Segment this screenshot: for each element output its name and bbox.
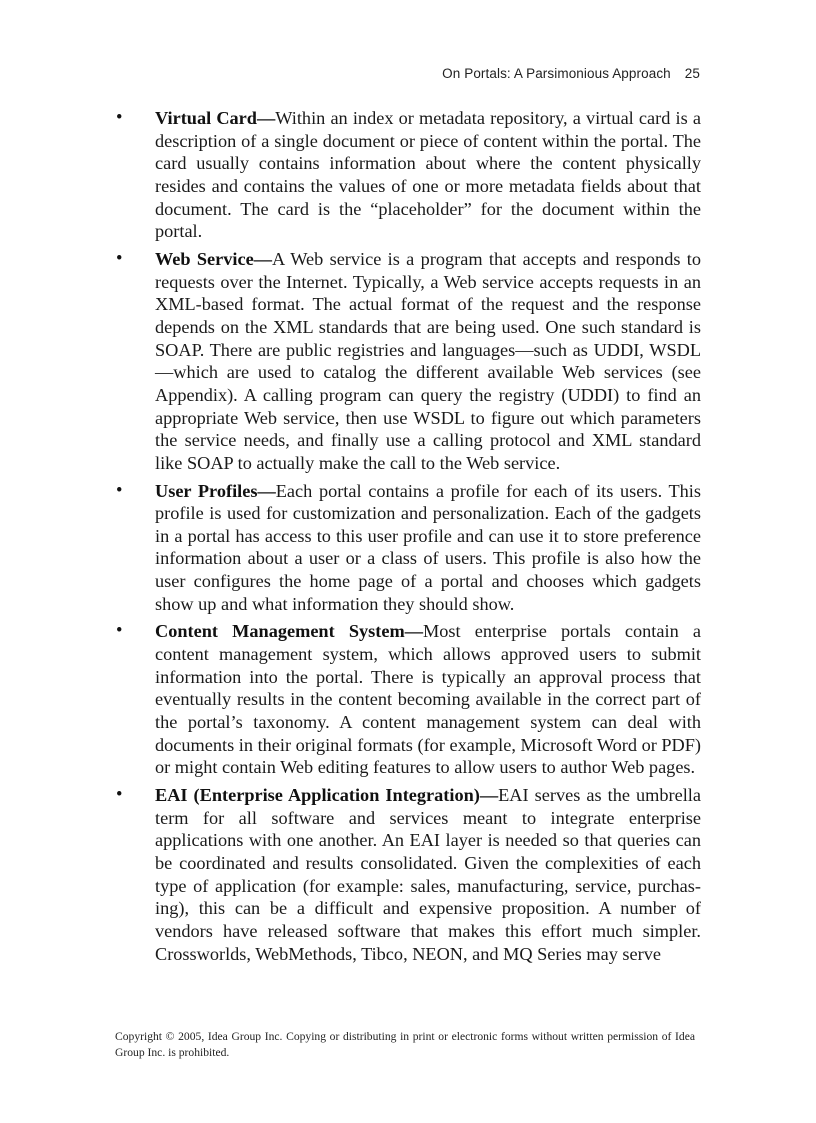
running-header	[442, 66, 700, 81]
page-number: 25	[684, 66, 700, 81]
bullet-icon: •	[116, 248, 123, 269]
bullet-icon: •	[116, 108, 123, 128]
item-term: User Profiles—	[155, 480, 276, 501]
bullet-icon: •	[116, 480, 123, 501]
running-title: On Portals: A Parsimonious Approach	[442, 66, 671, 81]
list-item-virtual-card	[0, 107, 816, 243]
item-body: Within an index or metadata repository, a virtual card is a description of a single document or piece of content within the portal. The card usually contains information about where the content physically resides and contains the values of one or more metadata fields about that document. The card is the “placeholder” for the document within the portal.	[155, 108, 701, 242]
bullet-icon: •	[116, 785, 123, 806]
list-item-user-profiles	[0, 480, 816, 616]
item-text	[155, 107, 701, 243]
item-body: Most enterprise portals contain a content management system, which allows approved users to submit information into the portal. There is typically an approval process that eventually results in the content becoming available in the correct part of the portal’s taxonomy. A content management system can deal with documents in their original formats (for example, Microsoft Word or PDF) or might contain Web editing features to allow users to author Web pages.	[155, 621, 702, 778]
list-item-web-service	[0, 248, 816, 475]
item-term: Web Service—	[155, 248, 273, 269]
item-text	[155, 784, 701, 965]
glossary-list	[0, 107, 816, 970]
copyright-footer: Copyright © 2005, Idea Group Inc. Copying or distributing in print or electronic forms without written permission of Idea Group Inc. is prohibited.	[115, 1030, 695, 1059]
item-text	[155, 248, 701, 475]
item-term: Virtual Card—	[155, 108, 276, 128]
bullet-icon: •	[116, 621, 123, 642]
list-item-content-management-system	[0, 620, 816, 779]
item-text	[155, 480, 701, 616]
item-term: EAI (Enterprise Application Integration)—	[155, 785, 499, 806]
list-item-eai	[0, 784, 816, 965]
item-body: Each portal contains a profile for each of its users. This profile is used for customization and personalization. Each of the gadgets in a portal has access to this user profile and can use it to store preference information about a user or a class of users. This profile is also how the user configures the home page of a portal and chooses which gadgets show up and what information they should show.	[155, 480, 701, 614]
item-term: Content Management System—	[155, 621, 423, 642]
item-text	[155, 620, 701, 779]
item-body: EAI serves as the umbrella term for all software and services meant to integrate enterprise applications with one another. An EAI layer is needed so that queries can be coordinated and results consolidated. Given the complexities of each type of application (for example: sales, manufacturing, service, purchasing), this can be a difficult and expensive proposition. A number of vendors have released software that makes this effort much simpler. Crossworlds, WebMethods, Tibco, NEON, and MQ Series may serve	[155, 785, 701, 964]
item-body: A Web service is a program that accepts and responds to requests over the Internet. Typically, a Web service accepts requests in an XML-based format. The actual format of the request and the response depends on the XML standards that are being used. One such standard is SOAP. There are public registries and languages—such as UDDI, WSDL—which are used to catalog the different available Web services (see Appendix). A calling program can query the registry (UDDI) to find an appropriate Web service, then use WSDL to figure out which parameters the service needs, and finally use a calling protocol and XML standard like SOAP to actually make the call to the Web service.	[155, 248, 701, 473]
